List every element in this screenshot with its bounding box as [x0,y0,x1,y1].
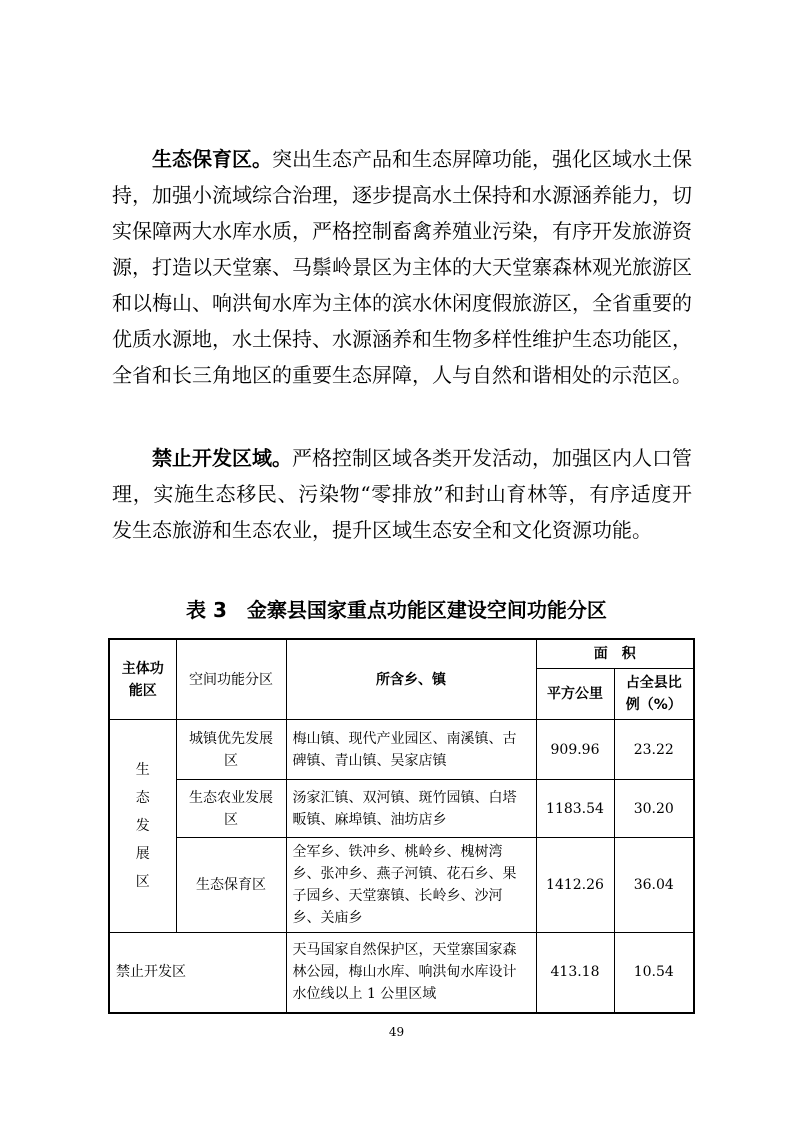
header-area: 面 积 [536,639,694,669]
header-towns: 所含乡、镇 [286,639,536,720]
paragraph-heading: 生态保育区。 [152,147,272,171]
group-label-text: 生态发展区 [135,762,150,890]
table-row [109,838,694,933]
towns-cell: 天马国家自然保护区，天堂寨国家森林公园，梅山水库、响洪甸水库设计水位线以上 1 公里区域 [286,933,536,1013]
header-sq-km: 平方公里 [536,669,614,720]
space-zone-cell: 城镇优先发展区 [176,720,286,780]
space-zone-cell: 生态农业发展区 [176,780,286,838]
pct-cell: 10.54 [614,933,694,1013]
table-caption: 表 3 金寨县国家重点功能区建设空间功能分区 [186,598,607,622]
group-label [109,720,176,933]
paragraph-heading: 禁止开发区域。 [152,446,292,470]
paragraph-ecological-conservation [112,141,692,393]
sq-km-cell: 1412.26 [536,838,614,933]
sq-km-cell: 1183.54 [536,780,614,838]
header-pct: 占全县比例（%） [614,669,694,720]
table-row [109,780,694,838]
table-row [109,933,694,1013]
sq-km-cell: 413.18 [536,933,614,1013]
table-row [109,720,694,780]
towns-cell: 汤家汇镇、双河镇、斑竹园镇、白塔畈镇、麻埠镇、油坊店乡 [286,780,536,838]
main-zone-cell: 禁止开发区 [109,933,286,1013]
functional-zoning-table [108,638,695,1014]
paragraph-text: 严格控制区域各类开发活动，加强区内人口管理，实施生态移民、污染物“零排放”和封山育林等，有序适度开发生态旅游和生态农业，提升区域生态安全和文化资源功能。 [112,446,692,542]
header-row [109,639,694,669]
page-number: 49 [388,1025,405,1039]
pct-cell: 23.22 [614,720,694,780]
paragraph-text: 突出生态产品和生态屏障功能，强化区域水土保持，加强小流域综合治理，逐步提高水土保持和水源涵养能力，切实保障两大水库水质，严格控制畜禽养殖业污染，有序开发旅游资源，打造以天堂寨、马鬃岭景区为主体的大天堂寨森林观光旅游区和以梅山、响洪甸水库为主体的滨水休闲度假旅游区，全省重要的优质水源地，水土保持、水源涵养和生物多样性维护生态功能区，全省和长三角地区的重要生态屏障，人与自然和谐相处的示范区。 [112,147,692,387]
sq-km-cell: 909.96 [536,720,614,780]
paragraph-prohibited-development [112,440,692,548]
header-space-zone: 空间功能分区 [176,639,286,720]
space-zone-cell: 生态保育区 [176,838,286,933]
pct-cell: 36.04 [614,838,694,933]
pct-cell: 30.20 [614,780,694,838]
towns-cell: 梅山镇、现代产业园区、南溪镇、古碑镇、青山镇、吴家店镇 [286,720,536,780]
header-main-zone: 主体功能区 [109,639,176,720]
towns-cell: 全军乡、铁冲乡、桃岭乡、槐树湾乡、张冲乡、燕子河镇、花石乡、果子园乡、天堂寨镇、长岭乡、沙河乡、关庙乡 [286,838,536,933]
